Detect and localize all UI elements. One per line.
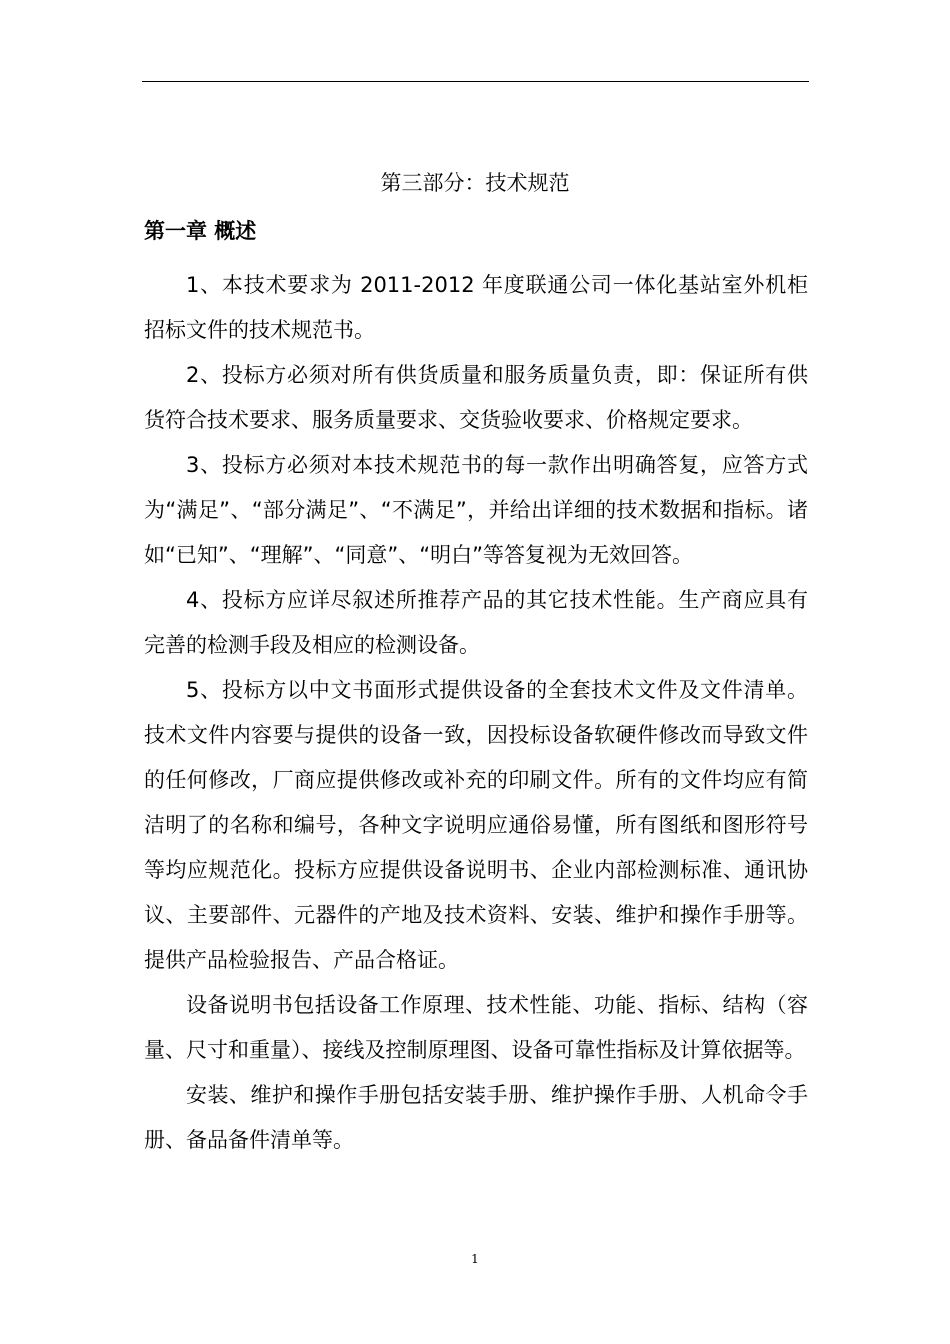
body-text [144, 263, 808, 1163]
paragraph-5: 5、投标方以中文书面形式提供设备的全套技术文件及文件清单。技术文件内容要与提供的设备一致，因投标设备软硬件修改而导致文件的任何修改，厂商应提供修改或补充的印刷文件。所有的文件均应有简洁明了的名称和编号，各种文字说明应通俗易懂，所有图纸和图形符号等均应规范化。投标方应提供设备说明书、企业内部检测标准、通讯协议、主要部件、元器件的产地及技术资料、安装、维护和操作手册等。提供产品检验报告、产品合格证。 [144, 678, 808, 972]
page-number: 1 [471, 1252, 479, 1266]
section-title: 第三部分：技术规范 [380, 171, 570, 195]
paragraph-3: 3、投标方必须对本技术规范书的每一款作出明确答复，应答方式为“满足”、“部分满足”、“不满足”，并给出详细的技术数据和指标。诸如“已知”、“理解”、“同意”、“明白”等答复视为无效回答。 [144, 453, 808, 567]
paragraph-4: 4、投标方应详尽叙述所推荐产品的其它技术性能。生产商应具有完善的检测手段及相应的检测设备。 [144, 588, 808, 657]
paragraph-handbook-contents: 安装、维护和操作手册包括安装手册、维护操作手册、人机命令手册、备品备件清单等。 [144, 1083, 808, 1152]
chapter-title: 第一章 概述 [144, 219, 257, 243]
paragraph-1: 1、本技术要求为 2011-2012 年度联通公司一体化基站室外机柜招标文件的技术规范书。 [144, 273, 808, 342]
paragraph-manual-contents: 设备说明书包括设备工作原理、技术性能、功能、指标、结构（容量、尺寸和重量）、接线及控制原理图、设备可靠性指标及计算依据等。 [144, 993, 808, 1062]
paragraph-2: 2、投标方必须对所有供货质量和服务质量负责，即：保证所有供货符合技术要求、服务质量要求、交货验收要求、价格规定要求。 [144, 363, 808, 432]
header-rule [142, 81, 809, 82]
